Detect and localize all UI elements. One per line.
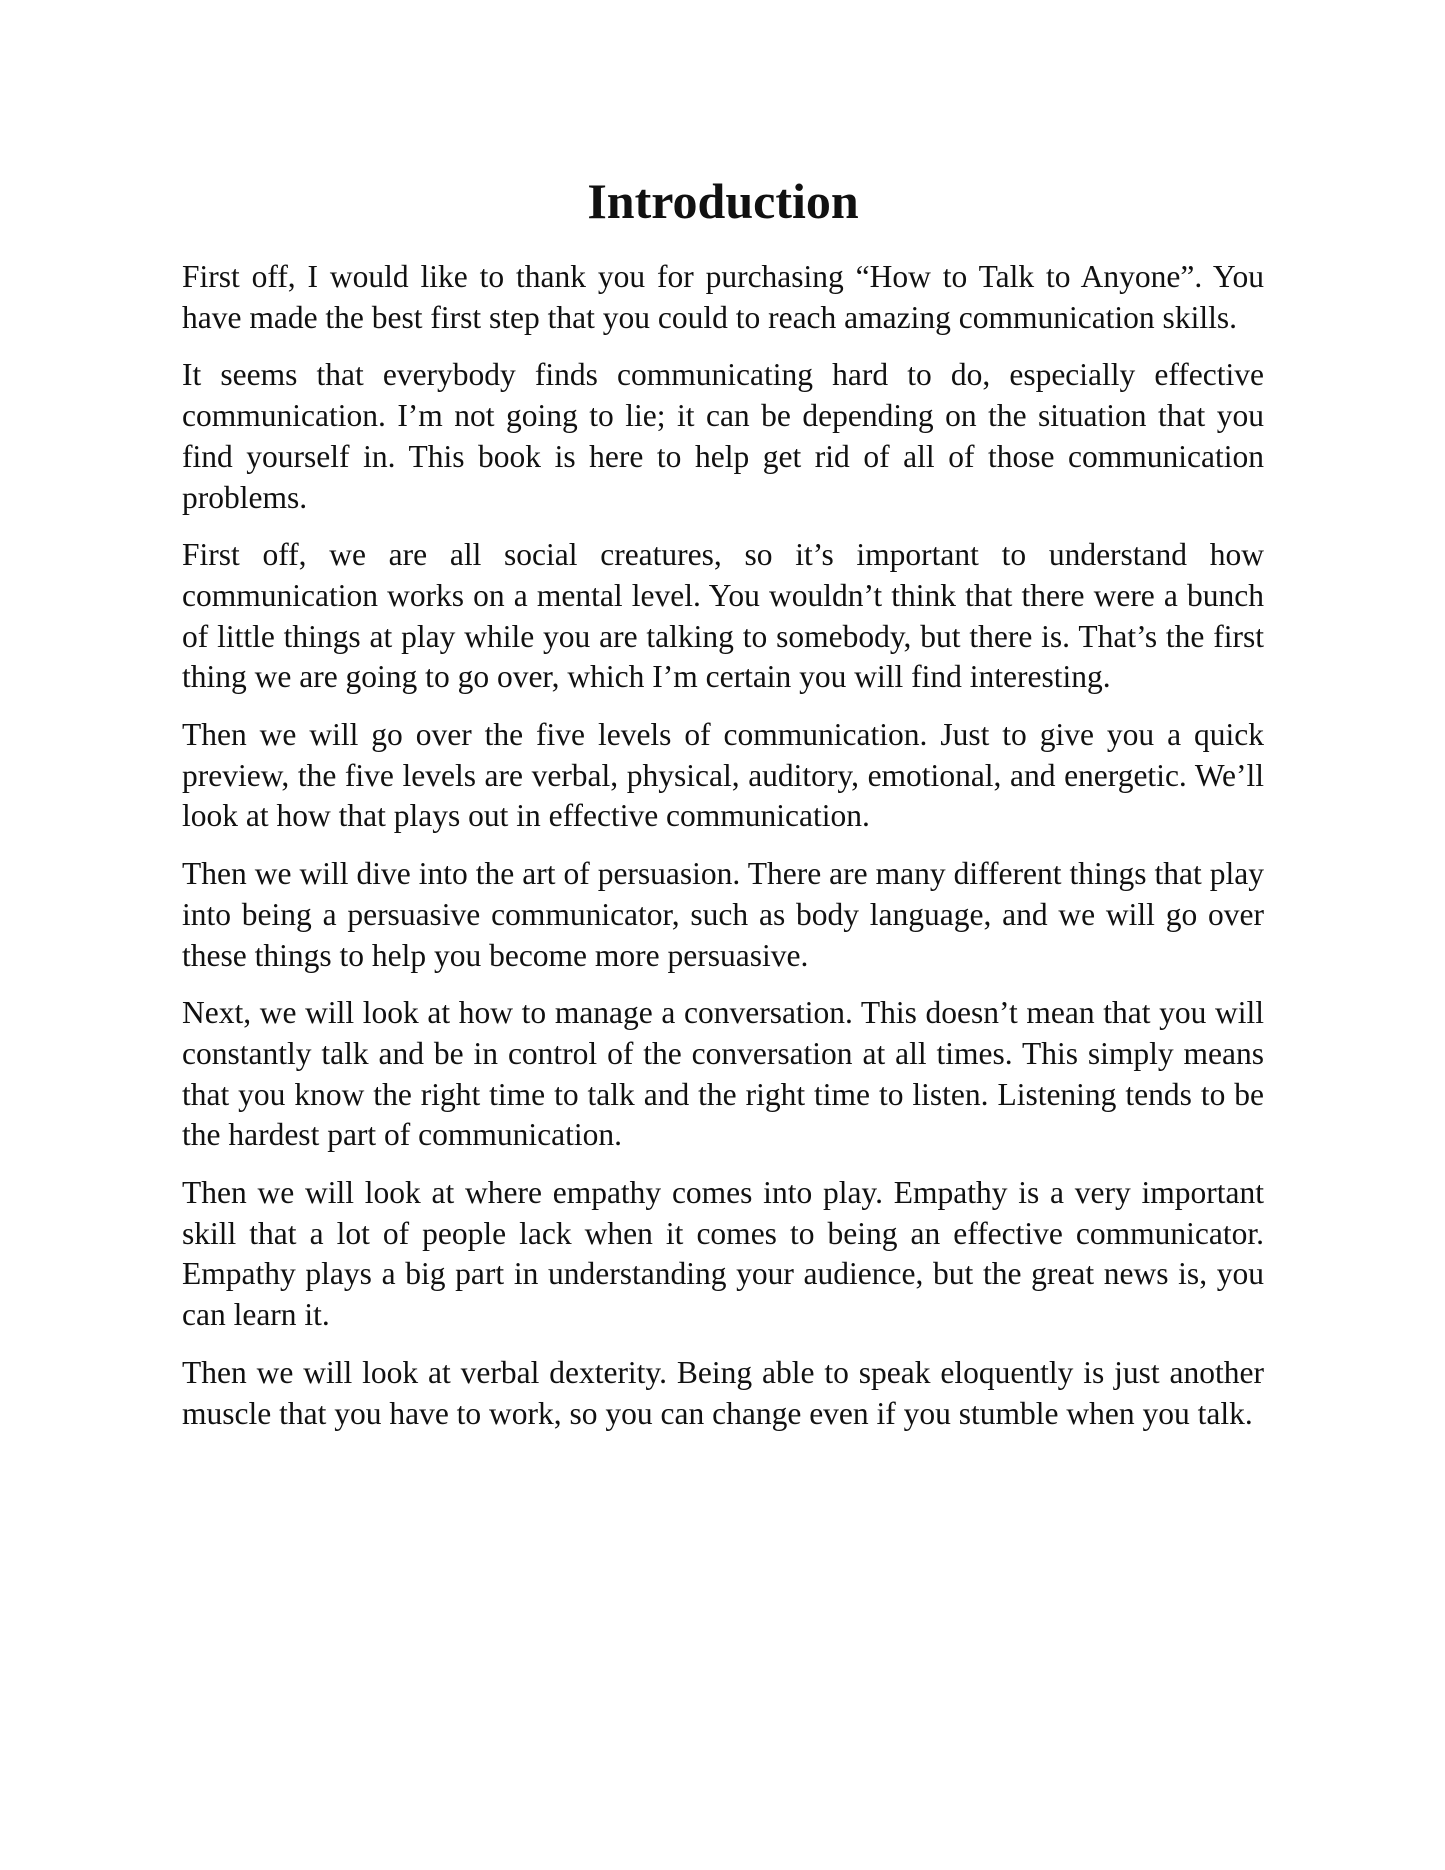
paragraph-1: First off, I would like to thank you for purchasing “How to Talk to Anyone”. You have made the best first step that you could to reach amazing communication skills.	[182, 259, 1264, 335]
paragraph-7: Then we will look at where empathy comes into play. Empathy is a very important skill that a lot of people lack when it comes to being an effective communicator. Empathy plays a big part in understanding your audience, but the great news is, you can learn it.	[182, 1175, 1264, 1333]
paragraph-2: It seems that everybody finds communicating hard to do, especially effective communication. I’m not going to lie; it can be depending on the situation that you find yourself in. This book is here to help get rid of all of those communication problems.	[182, 357, 1264, 515]
paragraph-3: First off, we are all social creatures, so it’s important to understand how communication works on a mental level. You wouldn’t think that there were a bunch of little things at play while you are talking to somebody, but there is. That’s the first thing we are going to go over, which I’m certain you will find interesting.	[182, 537, 1264, 695]
paragraph-6: Next, we will look at how to manage a conversation. This doesn’t mean that you will constantly talk and be in control of the conversation at all times. This simply means that you know the right time to talk and the right time to listen. Listening tends to be the hardest part of communication.	[182, 995, 1264, 1153]
paragraph-5: Then we will dive into the art of persuasion. There are many different things that play into being a persuasive communicator, such as body language, and we will go over these things to help you become more persuasive.	[182, 856, 1264, 973]
paragraph-8: Then we will look at verbal dexterity. Being able to speak eloquently is just another muscle that you have to work, so you can change even if you stumble when you talk.	[182, 1354, 1264, 1431]
page-title: Introduction	[587, 173, 859, 229]
paragraph-4: Then we will go over the five levels of communication. Just to give you a quick preview, the five levels are verbal, physical, auditory, emotional, and energetic. We’ll look at how that plays out in effective communication.	[182, 717, 1264, 834]
page-content	[182, 165, 1264, 1451]
